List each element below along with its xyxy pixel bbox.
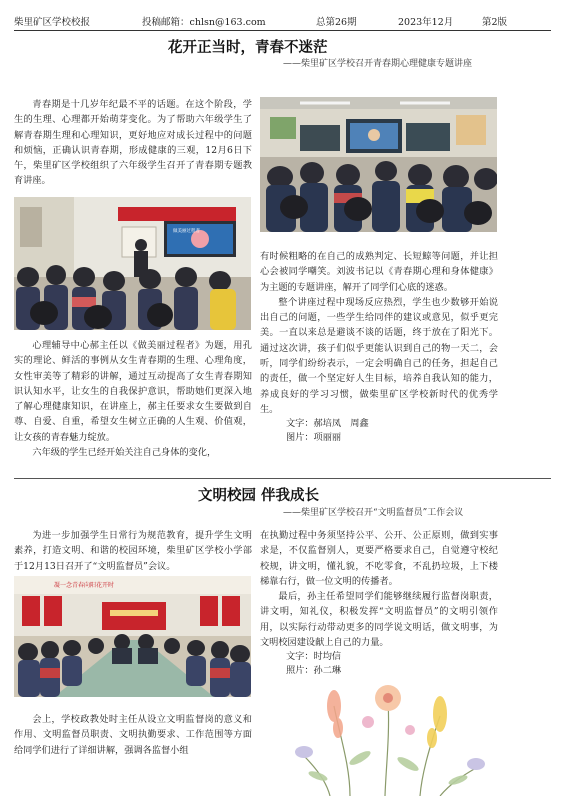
article1-paragraph-4: 有时候粗略的在自己的成熟判定、长短鲸等问题，并让担心会被同学嘲笑。刘波书记以《青春期心理和身体健康》为主题的专题讲座，解开了同学们心底的迷惑。 xyxy=(260,251,498,293)
flower-illustration xyxy=(290,676,490,796)
meeting-photo xyxy=(14,576,251,697)
article1-paragraph-1: 青春期是十几岁年纪最不平的话题。在这个阶段，学生的生理、心理都开始萌芽变化。为了帮助六年级学生了解青春期生理和心理知识，更好地应对成长过程中的问题和烦恼，正确认识青春期，形成健康的三观，12月6日下午，柴里矿区学校组织了六年级学生召开了青春期专题教育讲座。 xyxy=(14,99,252,187)
school-paper-name: 柴里矿区学校校报 xyxy=(14,17,91,28)
section-divider xyxy=(14,478,551,479)
article1-left-column xyxy=(14,338,252,460)
article1-right-column xyxy=(260,249,498,445)
article1-title: 花开正当时，青春不迷茫 xyxy=(168,40,328,56)
masthead xyxy=(14,6,551,31)
article2-subtitle: ——柴里矿区学校召开“文明监督员”工作会议 xyxy=(283,508,464,518)
article2-bottom-left-text xyxy=(14,712,252,758)
article1-paragraph-2: 心理辅导中心郝主任以《做美丽过程者》为题，用孔实的理论、鲜活的事例从女生青春期的生理、心理角度，女性审美等了精彩的讲解，通过互动提高了女生青春期知识认知水平，让女生的自我保护意识，帮助她们更深入地了解心理健康知识，在讲座上，郝主任要求女生要做到自尊、自爱、自重，希望女生树立正确的人生观、价值观，让女孩的青春魅力绽放。 xyxy=(14,340,252,443)
article2-title: 文明校园 伴我成长 xyxy=(198,488,320,504)
meeting-banner-text: 凝一念青春向阳花开时 xyxy=(54,582,115,589)
article2-paragraph-4: 最后，孙主任希望同学们能够继续履行监督岗职责，讲文明，知礼仪，积极发挥“文明监督员”的文明引领作用，以实际行动带动更多的同学说文明话，做文明事，为文明校园建设献上自己的力量。 xyxy=(260,591,498,649)
article2-right-column xyxy=(260,528,498,678)
article1-intro-text xyxy=(14,97,252,189)
submission-email: 投稿邮箱：chlsn@163.com xyxy=(142,17,266,28)
slide-caption: 做美丽过程者 xyxy=(173,229,200,234)
issue-date: 2023年12月 xyxy=(398,17,454,28)
article2-intro-text xyxy=(14,528,252,574)
article2-paragraph-3: 在执勤过程中务须坚持公平、公开、公正原则，做到实事求是，不仅监督别人，更要严格要求自己，自觉遵守校纪校规，讲文明，懂礼貌，不吃零食，不乱扔垃圾，上下楼梯靠右行，做一位文明的传播者。 xyxy=(260,530,498,587)
article2-photo-credit: 照片：孙二琳 xyxy=(286,665,342,677)
article1-author: 文字：郝培凤 周鑫 xyxy=(286,418,369,430)
article1-paragraph-5: 整个讲座过程中现场反应热烈，学生也少数够开始说出自己的问题，一些学生给同伴的建议或意见，似乎更完美。一直以来总是避谈不谈的话题，终于放在了阳光下。通过这次讲，孩子们似乎更能认识到自己的物一天二，会听，同学们纷纷表示，一定会明确自己的任务，担起自己的责任，做一个坚定好人生目标，培养自我认知的能力，养成良好的学习习惯，做柴里矿区学校新时代的优秀学生。 xyxy=(260,296,498,415)
classroom-lecture-photo xyxy=(260,97,497,232)
article1-paragraph-3: 六年级的学生已经开始关注自己身体的变化， xyxy=(32,447,217,459)
article2-paragraph-1: 为进一步加强学生日常行为规范教育，提升学生文明素养，打造文明、和谐的校园环境，柴里矿区学校小学部于12月13日召开了“文明监督员”会议。 xyxy=(14,530,252,572)
edition-number: 第2版 xyxy=(482,17,508,28)
presentation-photo xyxy=(14,197,251,330)
article2-author: 文字：时均信 xyxy=(286,651,342,663)
article1-photo-credit: 图片：项丽丽 xyxy=(286,432,342,444)
article2-paragraph-2: 会上，学校政教处时主任从设立文明监督岗的意义和作用、文明监督员职责、文明执勤要求、工作范围等方面给同学们进行了详细讲解，强调各监督小组 xyxy=(14,714,252,756)
issue-total: 总第26期 xyxy=(316,17,357,28)
article1-subtitle: ——柴里矿区学校召开青春期心理健康专题讲座 xyxy=(283,59,473,69)
